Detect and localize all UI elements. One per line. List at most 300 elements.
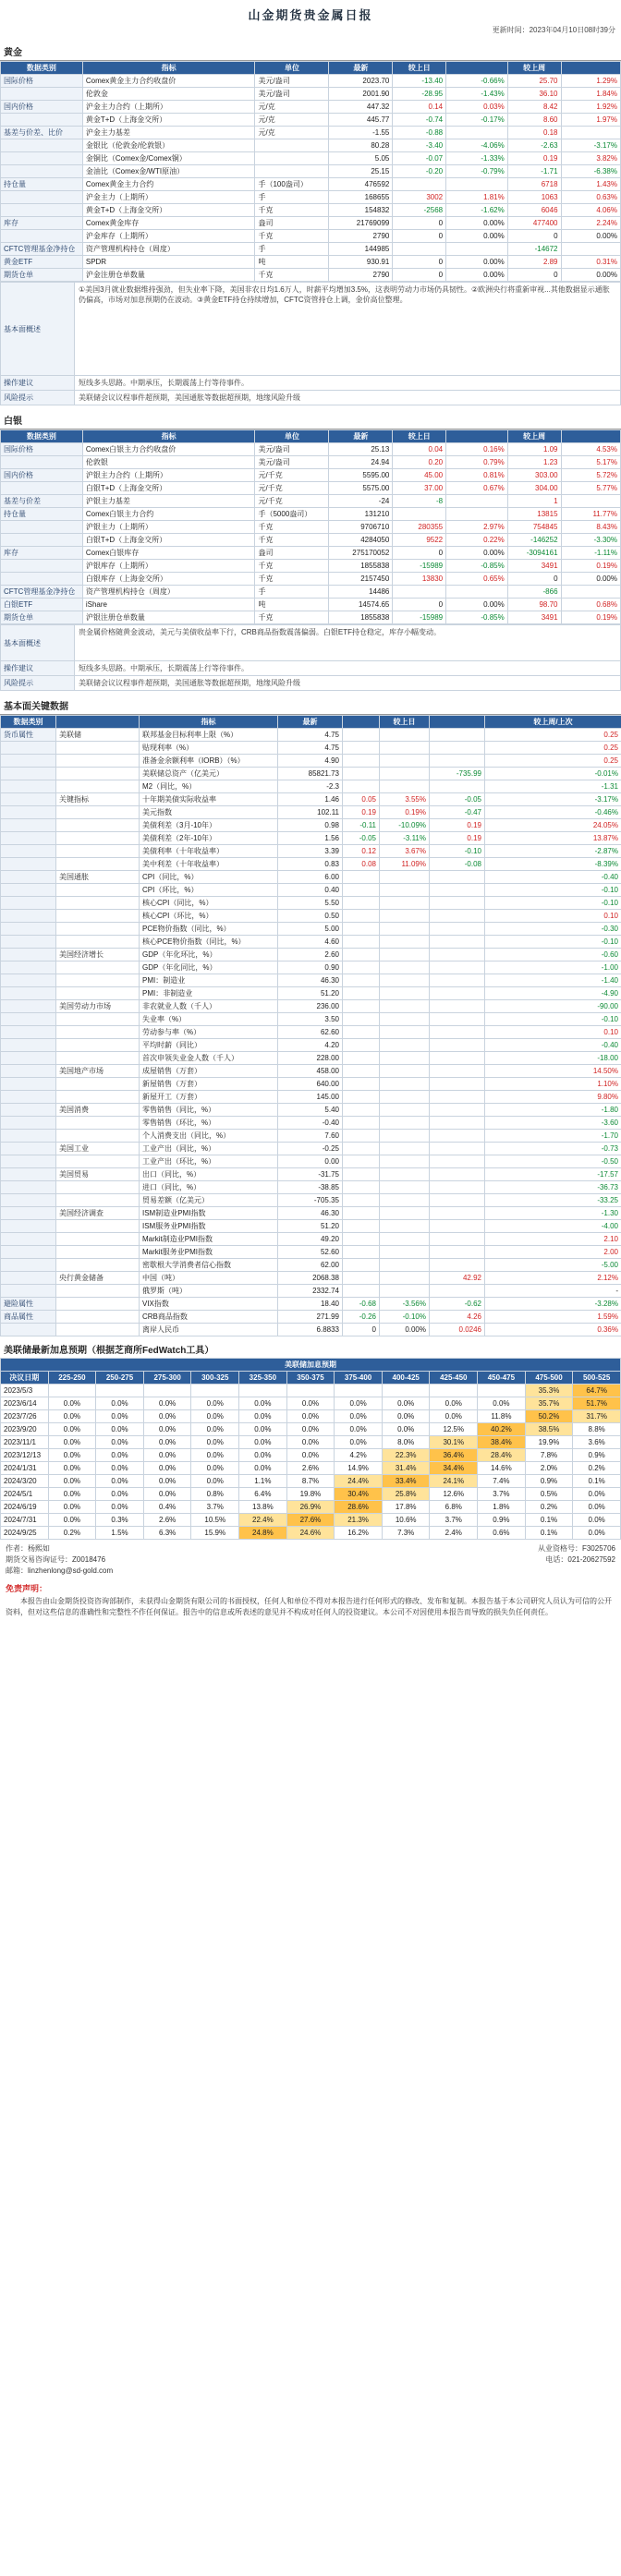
gold-cell: 0 <box>393 256 446 269</box>
macro-cell <box>56 1246 140 1259</box>
gold-cell: 5.05 <box>329 152 393 165</box>
silver-col-header <box>561 430 620 443</box>
fedwatch-cell: 0.2% <box>48 1527 96 1540</box>
macro-cell <box>380 1194 430 1207</box>
macro-cell <box>343 936 380 949</box>
gold-cell: 1.92% <box>561 101 620 114</box>
fedwatch-cell: 0.0% <box>96 1436 144 1449</box>
macro-cell <box>56 1078 140 1091</box>
macro-row <box>1 1220 621 1233</box>
macro-cell: 贴现利率（%） <box>140 742 278 755</box>
macro-cell <box>380 1078 430 1091</box>
macro-cell: 9.80% <box>485 1091 621 1104</box>
macro-cell: PCE物价指数（同比，%） <box>140 923 278 936</box>
silver-cell: 白银库存（上海金交所） <box>82 573 255 586</box>
silver-cell: Comex白银主力合约收盘价 <box>82 443 255 456</box>
silver-cell: 元/千克 <box>255 482 329 495</box>
fedwatch-col-header: 375-400 <box>335 1372 383 1385</box>
fedwatch-cell: 14.9% <box>335 1462 383 1475</box>
silver-cell: -146252 <box>507 534 561 547</box>
macro-cell: -0.68 <box>343 1298 380 1311</box>
silver-cell: 手（5000盎司） <box>255 508 329 521</box>
macro-cell: 62.00 <box>278 1259 343 1272</box>
phone: 电话：021-20627592 <box>545 1554 615 1566</box>
macro-cell: 46.30 <box>278 1207 343 1220</box>
gold-cell: 447.32 <box>329 101 393 114</box>
gold-cell: 1.29% <box>561 75 620 88</box>
gold-cell <box>446 243 508 256</box>
macro-cell: 49.20 <box>278 1233 343 1246</box>
gold-cell: 0.63% <box>561 191 620 204</box>
macro-cell <box>430 936 485 949</box>
silver-cell <box>1 573 83 586</box>
fedwatch-cell: 0.0% <box>48 1475 96 1488</box>
fedwatch-cell <box>143 1385 191 1397</box>
fedwatch-cell: 0.0% <box>143 1488 191 1501</box>
fedwatch-cell: 0.9% <box>525 1475 573 1488</box>
fedwatch-col-header: 350-375 <box>286 1372 335 1385</box>
fedwatch-cell: 0.0% <box>573 1527 621 1540</box>
silver-cell: 1855838 <box>329 560 393 573</box>
fedwatch-cell: 0.0% <box>382 1397 430 1410</box>
macro-cell: 3.55% <box>380 793 430 806</box>
silver-cell: 0.04 <box>393 443 446 456</box>
macro-cell <box>343 884 380 897</box>
macro-cell: 4.75 <box>278 742 343 755</box>
fedwatch-cell: 12.5% <box>430 1423 478 1436</box>
silver-row <box>1 521 621 534</box>
macro-cell: -0.62 <box>430 1298 485 1311</box>
macro-cell <box>430 1000 485 1013</box>
gold-cell: 沪金主力合约（上期所） <box>82 101 255 114</box>
macro-cell: 美国经济增长 <box>56 949 140 961</box>
macro-cell: -0.10 <box>485 936 621 949</box>
macro-cell: 18.40 <box>278 1298 343 1311</box>
macro-cell <box>56 768 140 780</box>
silver-cell: 303.00 <box>507 469 561 482</box>
gold-cell <box>1 88 83 101</box>
macro-row <box>1 845 621 858</box>
macro-cell: 5.50 <box>278 897 343 910</box>
silver-row <box>1 611 621 624</box>
fedwatch-cell: 6.3% <box>143 1527 191 1540</box>
fedwatch-cell: 6.4% <box>239 1488 287 1501</box>
macro-cell: -3.11% <box>380 832 430 845</box>
macro-cell: 271.99 <box>278 1311 343 1324</box>
silver-cell: 千克 <box>255 534 329 547</box>
macro-row <box>1 1246 621 1259</box>
macro-cell: 0.40 <box>278 884 343 897</box>
macro-cell <box>430 884 485 897</box>
gold-cell: 千克 <box>255 269 329 282</box>
macro-cell <box>56 1285 140 1298</box>
fedwatch-cell: 36.4% <box>430 1449 478 1462</box>
macro-cell: 0.08 <box>343 858 380 871</box>
macro-cell <box>380 923 430 936</box>
silver-cell: iShare <box>82 599 255 611</box>
silver-cell: 元/千克 <box>255 469 329 482</box>
gold-cell: -6.38% <box>561 165 620 178</box>
gold-cell: 1063 <box>507 191 561 204</box>
macro-cell <box>430 974 485 987</box>
silver-cell: 1.23 <box>507 456 561 469</box>
macro-cell: -1.80 <box>485 1104 621 1117</box>
macro-row <box>1 1052 621 1065</box>
gold-cell: -3.40 <box>393 139 446 152</box>
macro-cell: 11.09% <box>380 858 430 871</box>
macro-cell <box>380 897 430 910</box>
macro-row <box>1 1026 621 1039</box>
silver-cell: 1 <box>507 495 561 508</box>
macro-row <box>1 858 621 871</box>
silver-cell: -15989 <box>393 611 446 624</box>
fedwatch-cell: 7.8% <box>525 1449 573 1462</box>
macro-cell <box>343 729 380 742</box>
gold-cell: 2.89 <box>507 256 561 269</box>
macro-cell: Markit制造业PMI指数 <box>140 1233 278 1246</box>
macro-cell <box>56 1052 140 1065</box>
macro-cell <box>380 1168 430 1181</box>
fedwatch-cell: 0.3% <box>96 1514 144 1527</box>
macro-cell: 个人消费支出（同比，%） <box>140 1130 278 1143</box>
gold-cell: 0.18 <box>507 127 561 139</box>
silver-cell <box>561 586 620 599</box>
fedwatch-cell: 1.8% <box>478 1501 526 1514</box>
gold-row <box>1 178 621 191</box>
macro-cell: 美中利差（十年收益率） <box>140 858 278 871</box>
silver-row <box>1 508 621 521</box>
macro-cell <box>430 923 485 936</box>
silver-cell: 0.81% <box>446 469 508 482</box>
macro-row <box>1 780 621 793</box>
macro-cell <box>1 936 56 949</box>
macro-row <box>1 1259 621 1272</box>
silver-cell: 美元/盎司 <box>255 456 329 469</box>
fedwatch-cell: 4.2% <box>335 1449 383 1462</box>
fedwatch-cell: 1.1% <box>239 1475 287 1488</box>
macro-row <box>1 871 621 884</box>
fedwatch-row <box>1 1449 621 1462</box>
gold-cell: 元/克 <box>255 101 329 114</box>
macro-cell: 出口（同比，%） <box>140 1168 278 1181</box>
macro-cell: 0.12 <box>343 845 380 858</box>
macro-cell: 228.00 <box>278 1052 343 1065</box>
macro-cell <box>430 910 485 923</box>
macro-cell <box>1 768 56 780</box>
gold-cell <box>393 243 446 256</box>
silver-cell: 沪银主力合约（上期所） <box>82 469 255 482</box>
silver-row <box>1 482 621 495</box>
macro-cell <box>430 1285 485 1298</box>
macro-cell: 美国经济调查 <box>56 1207 140 1220</box>
silver-cell: 沪银主力（上期所） <box>82 521 255 534</box>
macro-cell <box>430 1233 485 1246</box>
macro-col-header <box>56 716 140 729</box>
fedwatch-cell: 19.8% <box>286 1488 335 1501</box>
macro-cell <box>1 858 56 871</box>
silver-cell <box>561 495 620 508</box>
fedwatch-cell: 0.0% <box>382 1410 430 1423</box>
macro-cell: 美国贸易 <box>56 1168 140 1181</box>
macro-cell <box>56 1117 140 1130</box>
silver-cell: 白银ETF <box>1 599 83 611</box>
fedwatch-col-header: 450-475 <box>478 1372 526 1385</box>
silver-section-title: 白银 <box>0 409 621 429</box>
fedwatch-cell: 0.0% <box>143 1410 191 1423</box>
macro-cell <box>1 949 56 961</box>
macro-row <box>1 1285 621 1298</box>
fedwatch-cell: 25.8% <box>382 1488 430 1501</box>
macro-cell: -3.17% <box>485 793 621 806</box>
silver-cell: -1.11% <box>561 547 620 560</box>
silver-col-header: 较上日 <box>393 430 446 443</box>
macro-cell <box>380 1091 430 1104</box>
silver-cell <box>1 560 83 573</box>
macro-cell: -0.10 <box>485 1013 621 1026</box>
fedwatch-cell: 2024/7/31 <box>1 1514 49 1527</box>
macro-row <box>1 1091 621 1104</box>
macro-cell <box>343 1285 380 1298</box>
macro-row <box>1 768 621 780</box>
fedwatch-col-header: 500-525 <box>573 1372 621 1385</box>
macro-cell: 42.92 <box>430 1272 485 1285</box>
silver-cell: 白银T+D（上海金交所） <box>82 534 255 547</box>
macro-cell: 密歇根大学消费者信心指数 <box>140 1259 278 1272</box>
macro-cell: -0.30 <box>485 923 621 936</box>
gold-cell: 0.00% <box>446 230 508 243</box>
macro-cell <box>56 884 140 897</box>
macro-cell: 4.75 <box>278 729 343 742</box>
macro-cell: -4.00 <box>485 1220 621 1233</box>
macro-cell <box>430 949 485 961</box>
fedwatch-cell <box>478 1385 526 1397</box>
fedwatch-cell: 0.0% <box>143 1475 191 1488</box>
macro-cell <box>343 780 380 793</box>
macro-cell <box>1 1130 56 1143</box>
license-no: 从业资格号：F3025706 <box>538 1543 615 1554</box>
silver-cell: 千克 <box>255 560 329 573</box>
gold-cell: Comex黄金库存 <box>82 217 255 230</box>
macro-cell <box>430 755 485 768</box>
silver-cell: 0 <box>393 547 446 560</box>
macro-col-header: 数据类别 <box>1 716 56 729</box>
fedwatch-col-header: 225-250 <box>48 1372 96 1385</box>
macro-cell <box>343 1246 380 1259</box>
silver-cell: 基差与价差 <box>1 495 83 508</box>
gold-cell: -0.20 <box>393 165 446 178</box>
macro-cell: 0.00 <box>278 1155 343 1168</box>
gold-col-header <box>561 62 620 75</box>
macro-cell: 准备金余额利率（IORB）（%） <box>140 755 278 768</box>
silver-row <box>1 560 621 573</box>
fedwatch-cell: 0.6% <box>478 1527 526 1540</box>
macro-cell: 失业率（%） <box>140 1013 278 1026</box>
fedwatch-cell: 24.8% <box>239 1527 287 1540</box>
gold-risk: 美联储会议议程事件超预期，美国通胀等数据超预期，地缘风险升级 <box>75 391 621 405</box>
fedwatch-col-header: 325-350 <box>239 1372 287 1385</box>
macro-cell <box>343 1078 380 1091</box>
gold-row <box>1 114 621 127</box>
fedwatch-cell: 0.0% <box>191 1475 239 1488</box>
macro-cell <box>56 1026 140 1039</box>
silver-cell: 白银T+D（上海金交所） <box>82 482 255 495</box>
macro-cell <box>380 1246 430 1259</box>
macro-cell: 关键指标 <box>56 793 140 806</box>
fedwatch-cell: 0.0% <box>191 1410 239 1423</box>
macro-cell <box>430 1220 485 1233</box>
macro-cell <box>56 974 140 987</box>
macro-col-header: 最新 <box>278 716 343 729</box>
update-time: 更新时间：2023年04月10日08时39分 <box>493 25 615 35</box>
fedwatch-cell: 0.0% <box>286 1397 335 1410</box>
macro-cell <box>343 949 380 961</box>
macro-cell: -0.40 <box>485 871 621 884</box>
silver-cell: Comex白银主力合约 <box>82 508 255 521</box>
macro-col-header: 较上周/上次 <box>485 716 621 729</box>
macro-row <box>1 793 621 806</box>
fedwatch-cell: 0.0% <box>143 1449 191 1462</box>
gold-cell: 伦敦金 <box>82 88 255 101</box>
gold-cell: 0 <box>393 230 446 243</box>
macro-row <box>1 949 621 961</box>
fedwatch-cell <box>239 1385 287 1397</box>
macro-row <box>1 1130 621 1143</box>
gold-cell <box>1 152 83 165</box>
macro-cell <box>56 987 140 1000</box>
silver-row <box>1 443 621 456</box>
macro-cell: 6.8833 <box>278 1324 343 1336</box>
silver-cell <box>1 456 83 469</box>
macro-row <box>1 729 621 742</box>
macro-cell <box>343 1220 380 1233</box>
macro-cell <box>380 768 430 780</box>
macro-cell: GDP（年化同比，%） <box>140 961 278 974</box>
macro-row <box>1 897 621 910</box>
silver-cell: 5.72% <box>561 469 620 482</box>
macro-row <box>1 1143 621 1155</box>
fedwatch-cell: 0.0% <box>430 1410 478 1423</box>
macro-cell <box>1 884 56 897</box>
silver-cell <box>1 534 83 547</box>
macro-cell <box>430 1246 485 1259</box>
macro-cell: -90.00 <box>485 1000 621 1013</box>
silver-row <box>1 599 621 611</box>
gold-cell: -14672 <box>507 243 561 256</box>
macro-cell: 非农就业人数（千人） <box>140 1000 278 1013</box>
gold-row <box>1 269 621 282</box>
fedwatch-row <box>1 1385 621 1397</box>
fedwatch-cell: 35.3% <box>525 1385 573 1397</box>
macro-cell: -33.25 <box>485 1194 621 1207</box>
fedwatch-cell: 3.7% <box>191 1501 239 1514</box>
fedwatch-cell: 2.6% <box>286 1462 335 1475</box>
macro-cell <box>343 1013 380 1026</box>
macro-cell <box>430 780 485 793</box>
silver-cell: 0.19% <box>561 560 620 573</box>
macro-cell <box>380 1065 430 1078</box>
silver-col-header: 最新 <box>329 430 393 443</box>
macro-cell: 0.0246 <box>430 1324 485 1336</box>
macro-cell: 美国地产市场 <box>56 1065 140 1078</box>
silver-cell: 3491 <box>507 560 561 573</box>
fedwatch-cell: 2023/11/1 <box>1 1436 49 1449</box>
gold-cell: 元/克 <box>255 114 329 127</box>
fedwatch-cell: 0.1% <box>573 1475 621 1488</box>
silver-cell: 304.00 <box>507 482 561 495</box>
macro-cell <box>343 1155 380 1168</box>
macro-cell <box>380 1052 430 1065</box>
gold-cell: 沪金主力基差 <box>82 127 255 139</box>
silver-cell <box>393 508 446 521</box>
macro-cell <box>56 806 140 819</box>
macro-row <box>1 1104 621 1117</box>
gold-cell: 0 <box>507 230 561 243</box>
macro-cell: 核心CPI（环比，%） <box>140 910 278 923</box>
gold-cell <box>255 139 329 152</box>
macro-cell: 0 <box>343 1324 380 1336</box>
macro-row <box>1 1207 621 1220</box>
fedwatch-cell: 33.4% <box>382 1475 430 1488</box>
macro-cell: -0.05 <box>343 832 380 845</box>
silver-cell: 0.68% <box>561 599 620 611</box>
macro-cell <box>343 1117 380 1130</box>
macro-cell <box>1 923 56 936</box>
silver-cell <box>446 586 508 599</box>
gold-cell: -1.55 <box>329 127 393 139</box>
silver-cell: 0.20 <box>393 456 446 469</box>
silver-cell <box>446 508 508 521</box>
silver-cell: 0.00% <box>446 599 508 611</box>
macro-cell: -1.70 <box>485 1130 621 1143</box>
fedwatch-cell: 38.5% <box>525 1423 573 1436</box>
silver-notes <box>0 624 621 691</box>
macro-cell: 首次申领失业金人数（千人） <box>140 1052 278 1065</box>
gold-col-header <box>446 62 508 75</box>
fedwatch-row <box>1 1527 621 1540</box>
macro-cell <box>380 884 430 897</box>
gold-cell: 期货仓单 <box>1 269 83 282</box>
fedwatch-cell: 0.0% <box>48 1449 96 1462</box>
macro-cell <box>380 1155 430 1168</box>
gold-row <box>1 152 621 165</box>
macro-cell: -1.40 <box>485 974 621 987</box>
macro-cell <box>380 1233 430 1246</box>
macro-cell <box>380 729 430 742</box>
macro-cell <box>1 1207 56 1220</box>
gold-cell: 千克 <box>255 204 329 217</box>
macro-row <box>1 987 621 1000</box>
macro-cell <box>380 755 430 768</box>
macro-row <box>1 832 621 845</box>
macro-cell: 0.10 <box>485 1026 621 1039</box>
macro-cell <box>56 1181 140 1194</box>
fedwatch-cell: 0.0% <box>143 1397 191 1410</box>
fedwatch-col-header: 250-275 <box>96 1372 144 1385</box>
macro-cell: 2332.74 <box>278 1285 343 1298</box>
macro-cell <box>430 961 485 974</box>
macro-cell <box>1 1155 56 1168</box>
macro-cell: -1.30 <box>485 1207 621 1220</box>
gold-cell: 0.03% <box>446 101 508 114</box>
silver-cell: 0 <box>507 573 561 586</box>
macro-cell: 0.90 <box>278 961 343 974</box>
macro-cell <box>343 1272 380 1285</box>
gold-advice-label: 操作建议 <box>1 376 75 391</box>
macro-cell: -0.10 <box>430 845 485 858</box>
fedwatch-cell: 22.4% <box>239 1514 287 1527</box>
fedwatch-cell: 0.0% <box>191 1436 239 1449</box>
fedwatch-cell: 0.0% <box>96 1501 144 1514</box>
